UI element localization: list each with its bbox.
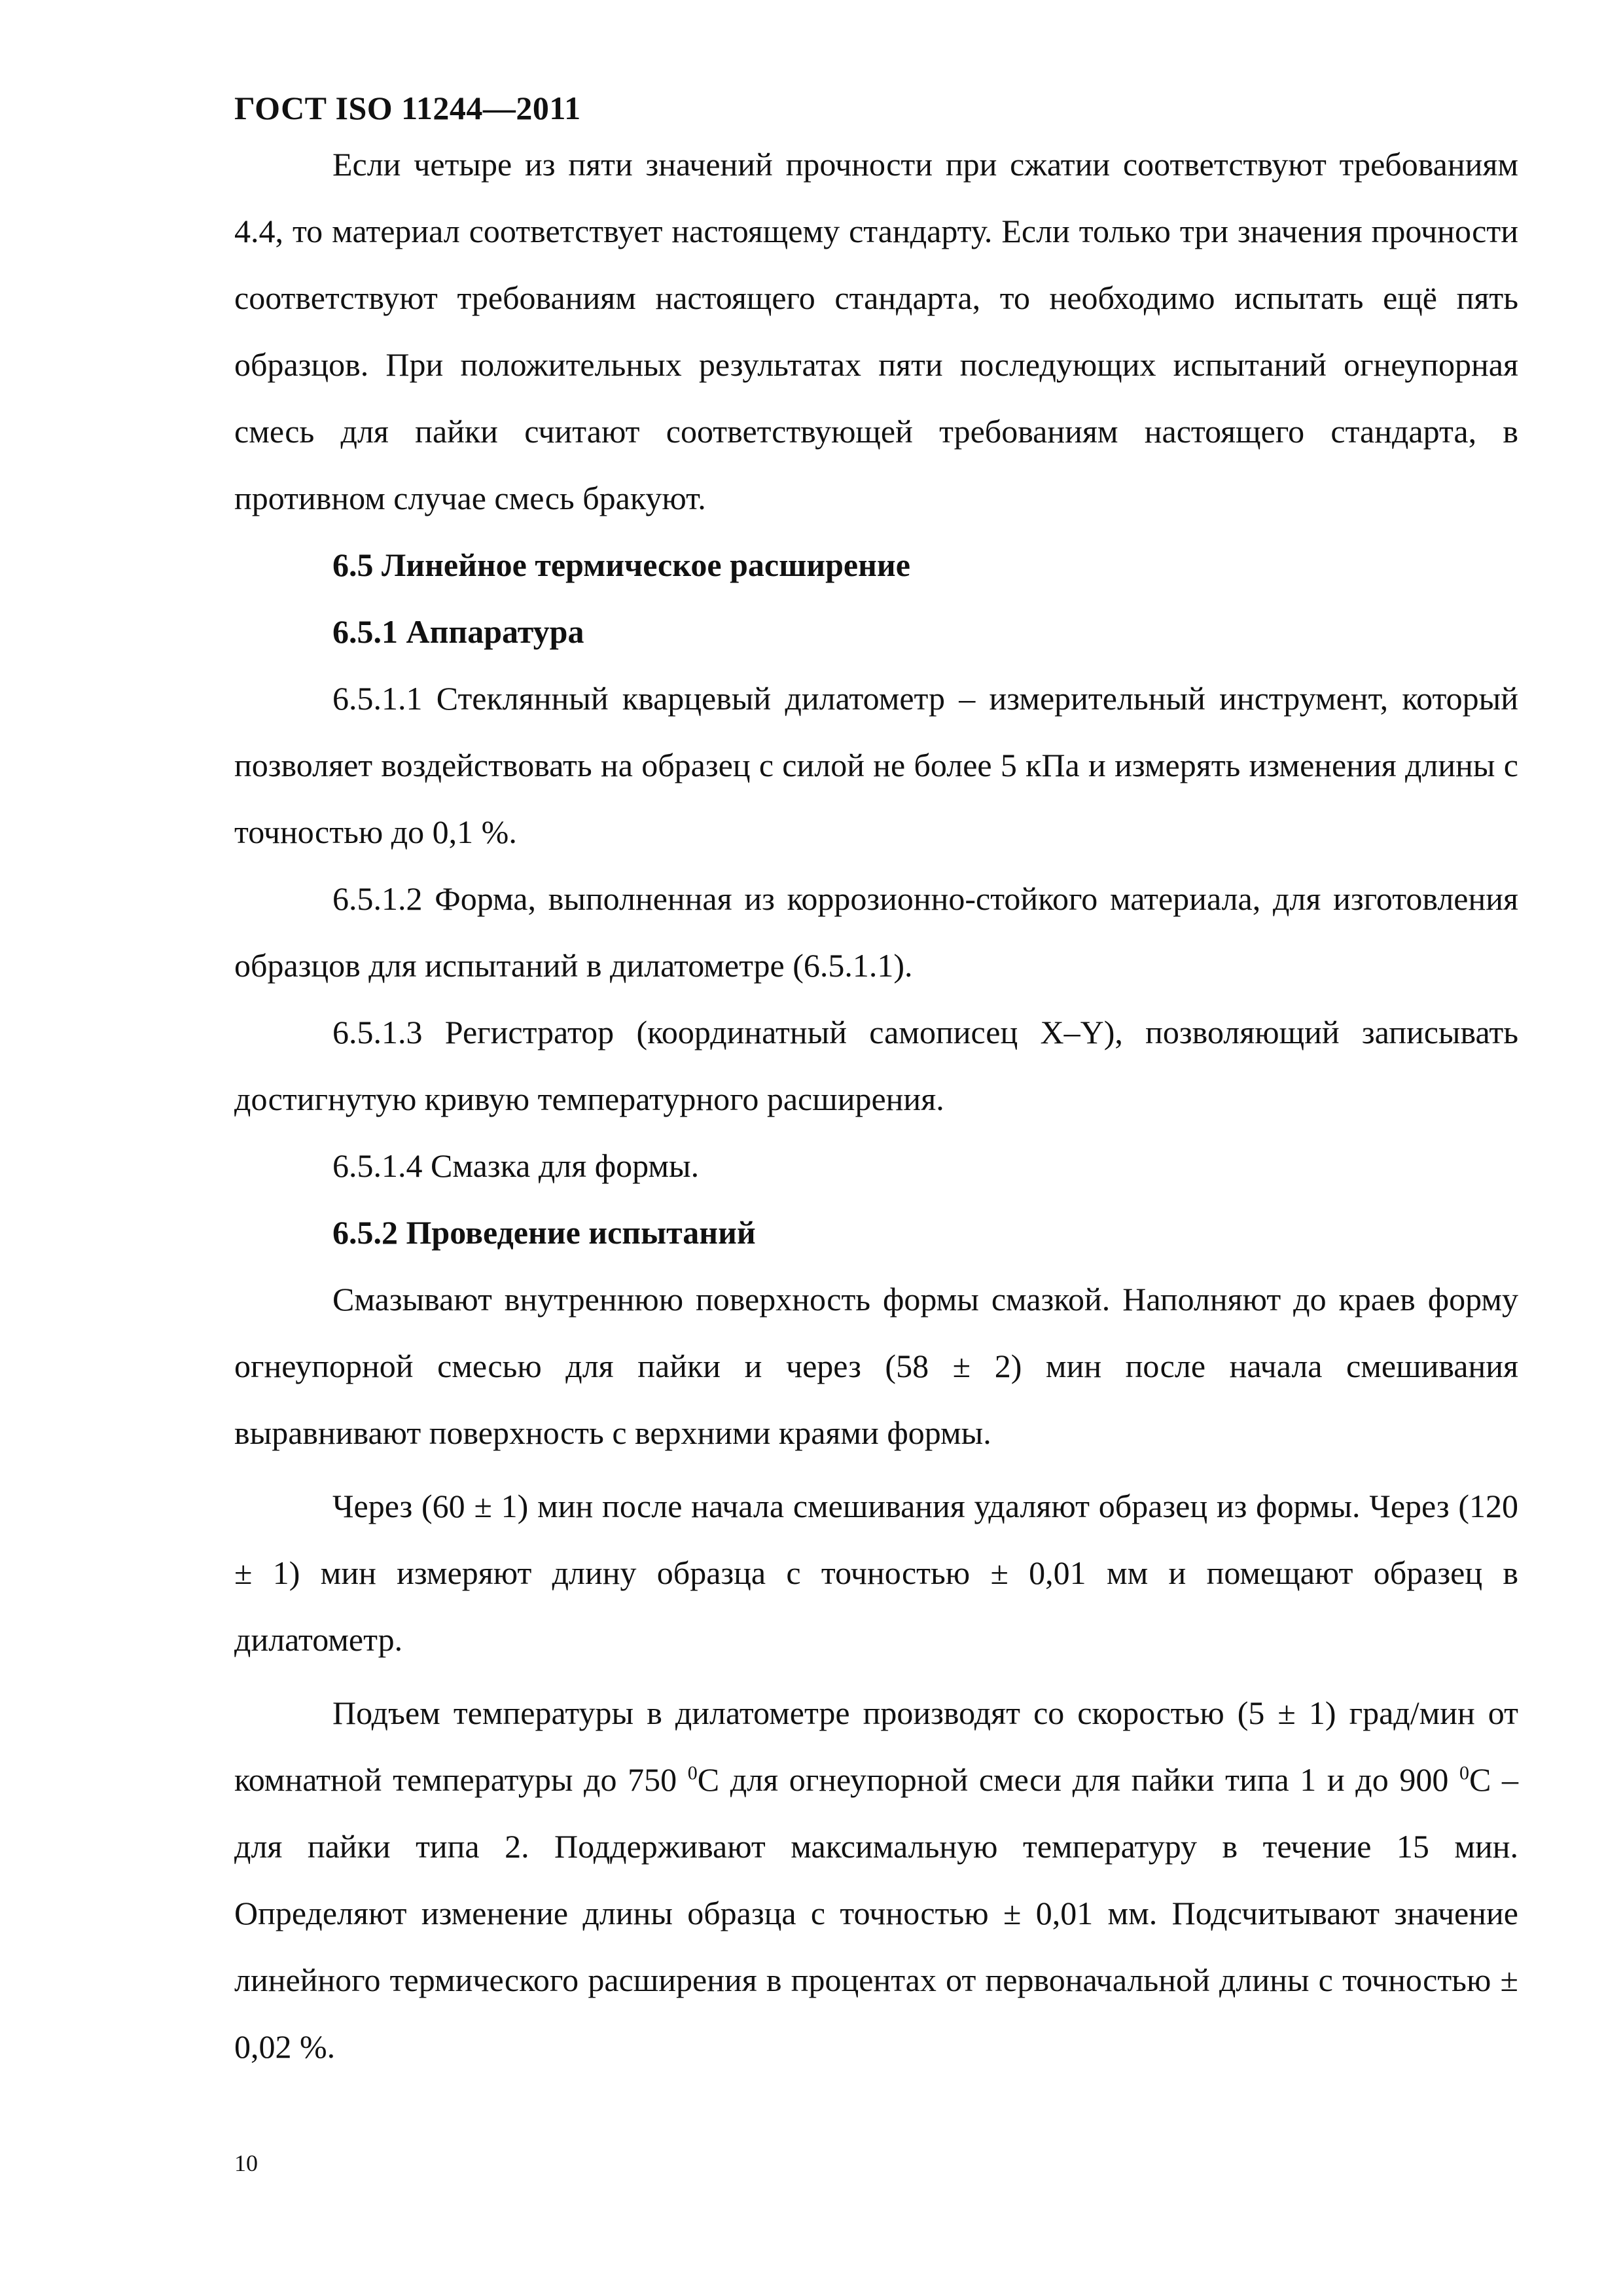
- paragraph-6-5-1-2: 6.5.1.2 Форма, выполненная из коррозионно-стойкого материала, для изготовления образцов для испытаний в дилатометре (6.5.1.1).: [234, 880, 1518, 984]
- degree-superscript-2: 0: [1459, 1762, 1469, 1784]
- section-heading-6-5-2: 6.5.2 Проведение испытаний: [332, 1214, 756, 1251]
- paragraph-6-5-1-1: 6.5.1.1 Стеклянный кварцевый дилатометр – измерительный инструмент, который позволяет воздействовать на образец с силой не более 5 кПа и измерять изменения длины с точностью до 0,1 %.: [234, 680, 1518, 850]
- page-number: 10: [234, 2150, 258, 2176]
- paragraph-compression-strength: Если четыре из пяти значений прочности при сжатии соответствуют требованиям 4.4, то материал соответствует настоящему стандарту. Если только три значения прочности соответствуют требованиям настоящего стандарта, то необходимо испытать ещё пять образцов. При положительных результатах пяти последующих испытаний огнеупорная смесь для пайки считают соответствующей требованиям настоящего стандарта, в противном случае смесь бракуют.: [234, 146, 1518, 516]
- paragraph-test-lubricate-form: Смазывают внутреннюю поверхность формы смазкой. Наполняют до краев форму огнеупорной смесью для пайки и через (58 ± 2) мин после начала смешивания выравнивают поверхность с верхними краями формы.: [234, 1281, 1518, 1451]
- temperature-text-part-1: Подъем температуры в дилатометре производят со скоростью (5 ± 1) град/мин от комнатной температуры до 750: [234, 1695, 1518, 1798]
- temperature-text-part-3: С – для пайки типа 2. Поддерживают максимальную температуру в течение 15 мин. Определяют изменение длины образца с точностью ± 0,01 мм. Подсчитывают значение линейного термического расширения в процентах от первоначальной длины с точностью ± 0,02 %.: [234, 1761, 1518, 2065]
- paragraph-6-5-1-4: 6.5.1.4 Смазка для формы.: [332, 1147, 700, 1184]
- paragraph-test-remove-sample: Через (60 ± 1) мин после начала смешивания удаляют образец из формы. Через (120 ± 1) мин измеряют длину образца с точностью ± 0,01 мм и помещают образец в дилатометр.: [234, 1488, 1518, 1658]
- section-heading-6-5: 6.5 Линейное термическое расширение: [332, 547, 910, 583]
- section-heading-6-5-1: 6.5.1 Аппаратура: [332, 613, 584, 650]
- paragraph-6-5-1-3: 6.5.1.3 Регистратор (координатный самописец X–Y), позволяющий записывать достигнутую кривую температурного расширения.: [234, 1014, 1518, 1117]
- temperature-text-part-2: С для огнеупорной смеси для пайки типа 1 и до 900: [697, 1761, 1459, 1798]
- degree-superscript-1: 0: [687, 1762, 698, 1784]
- document-code-header: ГОСТ ISO 11244—2011: [234, 90, 581, 126]
- paragraph-test-temperature-rise: [234, 1679, 1518, 2080]
- document-page: [234, 85, 1518, 2080]
